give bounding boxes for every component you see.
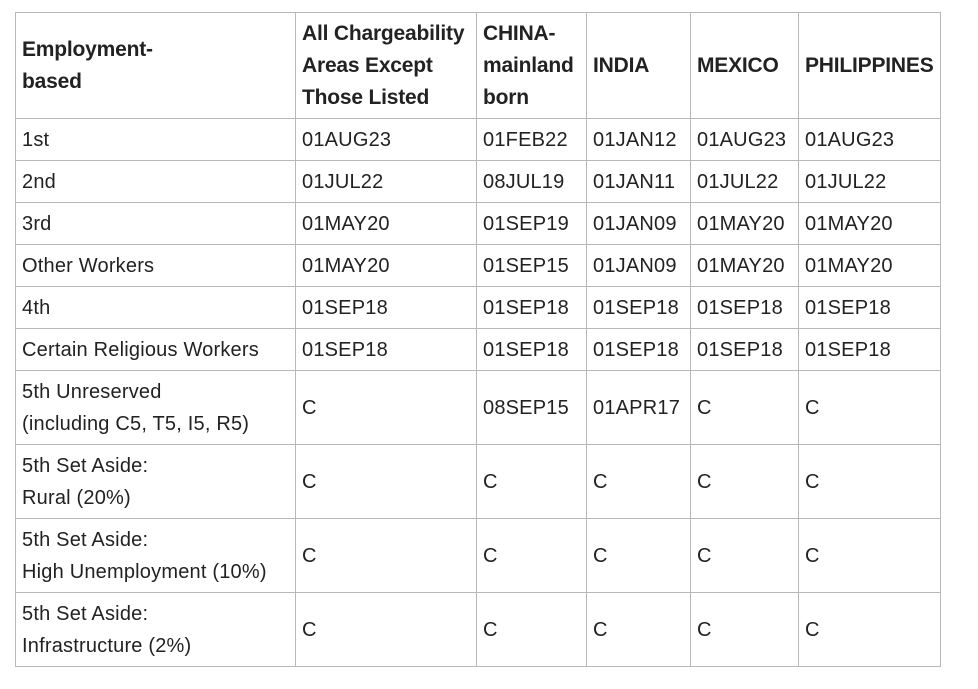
table-row (16, 161, 941, 203)
cell-china: 01SEP15 (477, 245, 587, 287)
cell-philippines: 01SEP18 (799, 329, 941, 371)
cell-china: 01FEB22 (477, 119, 587, 161)
cell-all-chargeability: C (296, 445, 477, 519)
header-india: INDIA (587, 13, 691, 119)
table-header-row (16, 13, 941, 119)
cell-india: 01JAN11 (587, 161, 691, 203)
cell-mexico: 01SEP18 (691, 329, 799, 371)
cell-mexico: 01JUL22 (691, 161, 799, 203)
cell-india: 01APR17 (587, 371, 691, 445)
cell-all-chargeability: 01JUL22 (296, 161, 477, 203)
cell-india: C (587, 593, 691, 667)
table-row (16, 371, 941, 445)
row-category: Other Workers (16, 245, 296, 287)
cell-mexico: 01MAY20 (691, 203, 799, 245)
cell-philippines: 01JUL22 (799, 161, 941, 203)
table-row (16, 445, 941, 519)
cell-india: C (587, 445, 691, 519)
cell-india: C (587, 519, 691, 593)
row-category: 3rd (16, 203, 296, 245)
row-category: 2nd (16, 161, 296, 203)
cell-india: 01SEP18 (587, 287, 691, 329)
row-category: 5th Set Aside: Rural (20%) (16, 445, 296, 519)
cell-mexico: 01SEP18 (691, 287, 799, 329)
cell-mexico: C (691, 371, 799, 445)
cell-philippines: C (799, 593, 941, 667)
table-row (16, 203, 941, 245)
cell-all-chargeability: 01AUG23 (296, 119, 477, 161)
cell-all-chargeability: 01SEP18 (296, 329, 477, 371)
table-row (16, 329, 941, 371)
table-row (16, 519, 941, 593)
cell-philippines: 01AUG23 (799, 119, 941, 161)
cell-china: C (477, 593, 587, 667)
cell-mexico: 01AUG23 (691, 119, 799, 161)
table-row (16, 287, 941, 329)
table-row (16, 593, 941, 667)
header-china: CHINA- mainland born (477, 13, 587, 119)
cell-china: C (477, 445, 587, 519)
cell-china: C (477, 519, 587, 593)
header-mexico: MEXICO (691, 13, 799, 119)
header-all-chargeability: All Chargeability Areas Except Those Listed (296, 13, 477, 119)
row-category: Certain Religious Workers (16, 329, 296, 371)
cell-mexico: C (691, 519, 799, 593)
row-category: 4th (16, 287, 296, 329)
final-action-dates-table (15, 12, 941, 667)
cell-china: 01SEP18 (477, 329, 587, 371)
cell-all-chargeability: 01MAY20 (296, 245, 477, 287)
cell-india: 01JAN09 (587, 245, 691, 287)
header-philippines: PHILIPPINES (799, 13, 941, 119)
cell-philippines: C (799, 519, 941, 593)
cell-all-chargeability: 01MAY20 (296, 203, 477, 245)
row-category: 5th Set Aside: Infrastructure (2%) (16, 593, 296, 667)
cell-mexico: C (691, 445, 799, 519)
cell-india: 01JAN09 (587, 203, 691, 245)
cell-all-chargeability: C (296, 593, 477, 667)
cell-china: 08SEP15 (477, 371, 587, 445)
table-row (16, 119, 941, 161)
cell-all-chargeability: C (296, 371, 477, 445)
table-row (16, 245, 941, 287)
cell-philippines: 01SEP18 (799, 287, 941, 329)
cell-philippines: 01MAY20 (799, 203, 941, 245)
cell-philippines: C (799, 445, 941, 519)
cell-china: 08JUL19 (477, 161, 587, 203)
cell-india: 01JAN12 (587, 119, 691, 161)
cell-philippines: C (799, 371, 941, 445)
cell-philippines: 01MAY20 (799, 245, 941, 287)
cell-all-chargeability: 01SEP18 (296, 287, 477, 329)
row-category: 5th Unreserved (including C5, T5, I5, R5) (16, 371, 296, 445)
row-category: 1st (16, 119, 296, 161)
cell-china: 01SEP18 (477, 287, 587, 329)
cell-mexico: C (691, 593, 799, 667)
header-employment-based: Employment- based (16, 13, 296, 119)
row-category: 5th Set Aside: High Unemployment (10%) (16, 519, 296, 593)
cell-india: 01SEP18 (587, 329, 691, 371)
cell-mexico: 01MAY20 (691, 245, 799, 287)
cell-all-chargeability: C (296, 519, 477, 593)
cell-china: 01SEP19 (477, 203, 587, 245)
